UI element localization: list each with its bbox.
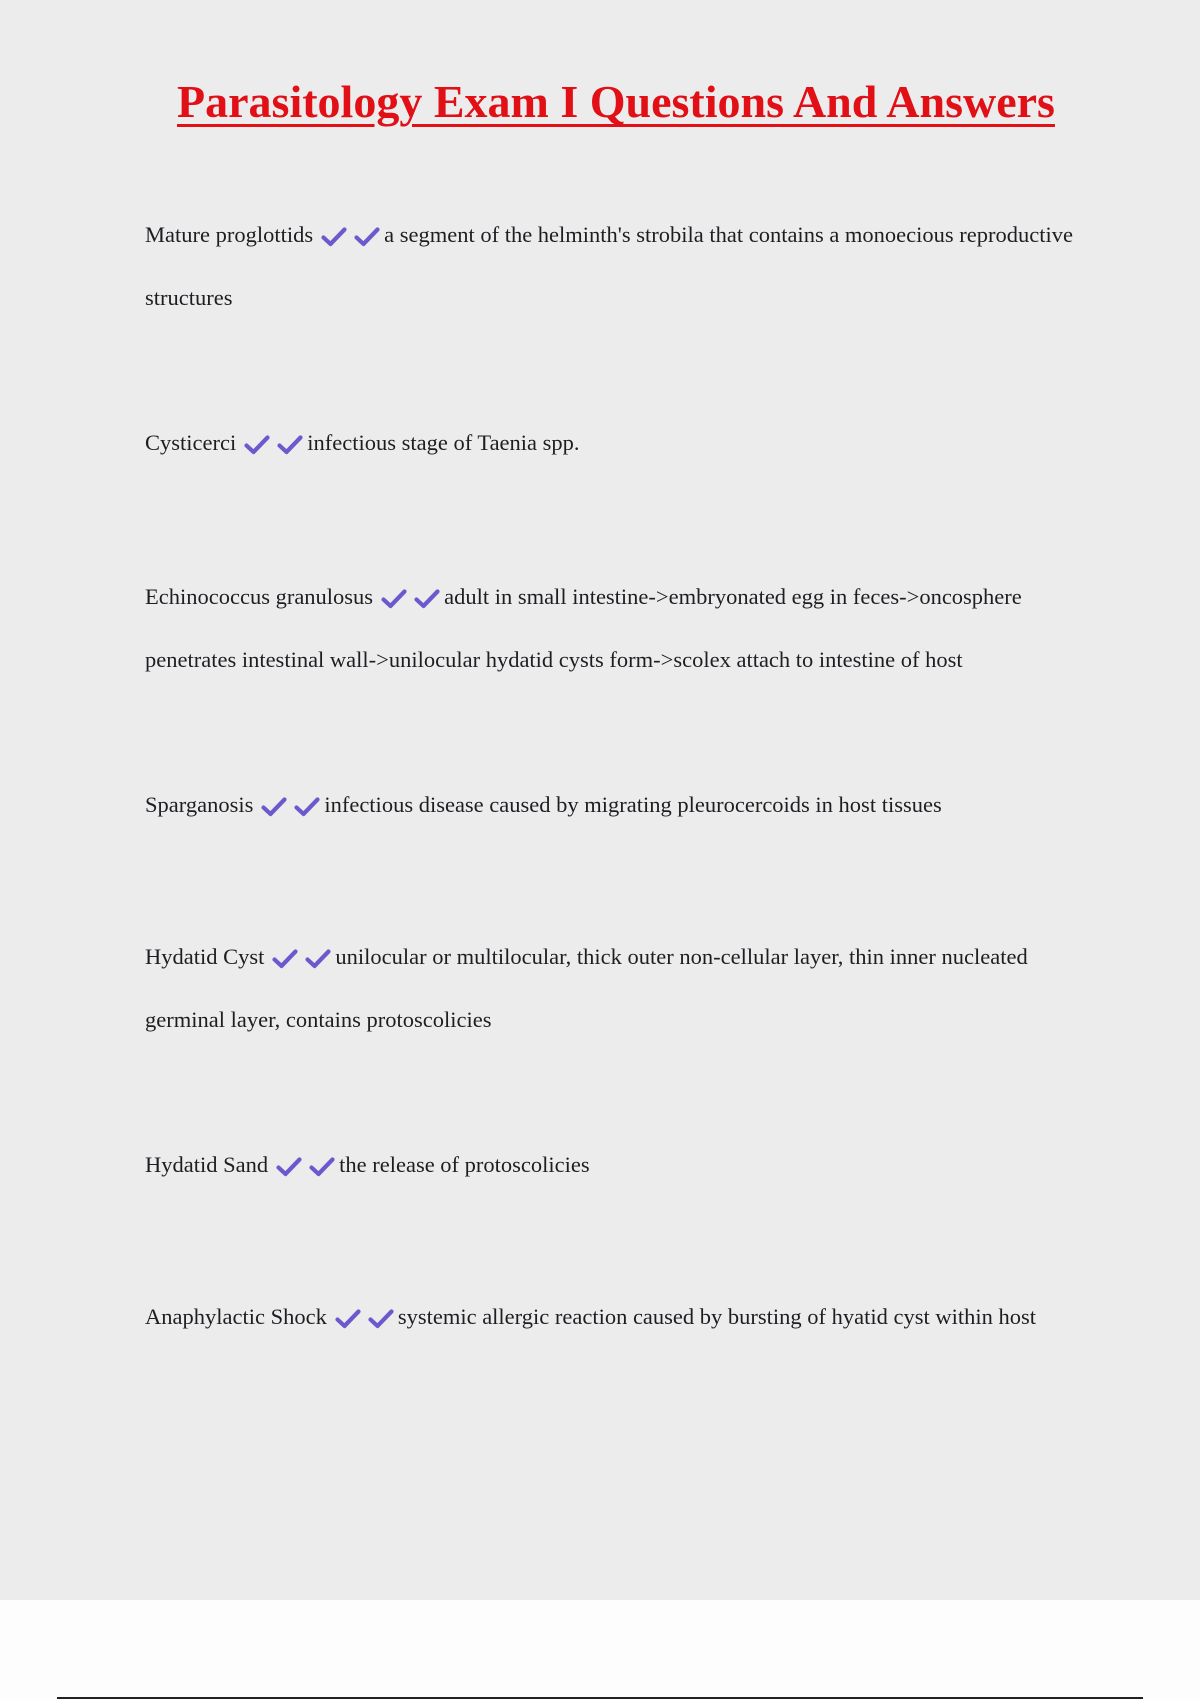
check-pair <box>381 566 440 627</box>
check-pair <box>276 1134 335 1195</box>
check-pair <box>272 926 331 987</box>
entry-definition: infectious stage of Taenia spp. <box>307 430 580 455</box>
entry-term: Mature proglottids <box>145 222 314 247</box>
checkmark-icon <box>276 1156 302 1178</box>
entry-definition: a segment of the helminth's strobila that contains a monoecious reproductive structures <box>145 222 1073 311</box>
qa-entry <box>145 1286 1095 1349</box>
entry-definition: adult in small intestine->embryonated egg in feces->oncosphere penetrates intestinal wall->unilocular hydatid cysts form->scolex attach to intestine of host <box>145 584 1022 673</box>
entry-term: Sparganosis <box>145 792 254 817</box>
checkmark-icon <box>321 226 347 248</box>
checkmark-icon <box>277 434 303 456</box>
checkmark-icon <box>272 948 298 970</box>
footer-divider <box>57 1697 1143 1699</box>
check-pair <box>261 774 320 835</box>
entry-definition: the release of protoscolicies <box>339 1152 590 1177</box>
document-title: Parasitology Exam I Questions And Answers <box>177 76 1055 127</box>
entry-term: Anaphylactic Shock <box>145 1304 327 1329</box>
checkmark-icon <box>335 1308 361 1330</box>
qa-entry <box>145 204 1095 328</box>
entry-definition: systemic allergic reaction caused by bursting of hyatid cyst within host <box>397 1304 1037 1329</box>
check-pair <box>321 204 380 265</box>
checkmark-icon <box>305 948 331 970</box>
entry-term: Hydatid Sand <box>145 1152 269 1177</box>
qa-entry <box>145 566 1095 690</box>
checkmark-icon <box>354 226 380 248</box>
qa-entry <box>145 926 1095 1050</box>
entry-term: Echinococcus granulosus <box>145 584 374 609</box>
entry-term: Hydatid Cyst <box>145 944 265 969</box>
qa-entry <box>145 774 1095 837</box>
checkmark-icon <box>294 796 320 818</box>
check-pair <box>244 412 303 473</box>
entry-definition: infectious disease caused by migrating pleurocercoids in host tissues <box>324 792 942 817</box>
qa-entry <box>145 1134 1095 1197</box>
qa-entry <box>145 412 1095 475</box>
checkmark-icon <box>381 588 407 610</box>
checkmark-icon <box>368 1308 394 1330</box>
entry-definition: unilocular or multilocular, thick outer non-cellular layer, thin inner nucleated germinal layer, contains protoscolicies <box>145 944 1028 1033</box>
checkmark-icon <box>261 796 287 818</box>
checkmark-icon <box>244 434 270 456</box>
checkmark-icon <box>414 588 440 610</box>
checkmark-icon <box>309 1156 335 1178</box>
check-pair <box>335 1286 394 1347</box>
entry-term: Cysticerci <box>145 430 237 455</box>
